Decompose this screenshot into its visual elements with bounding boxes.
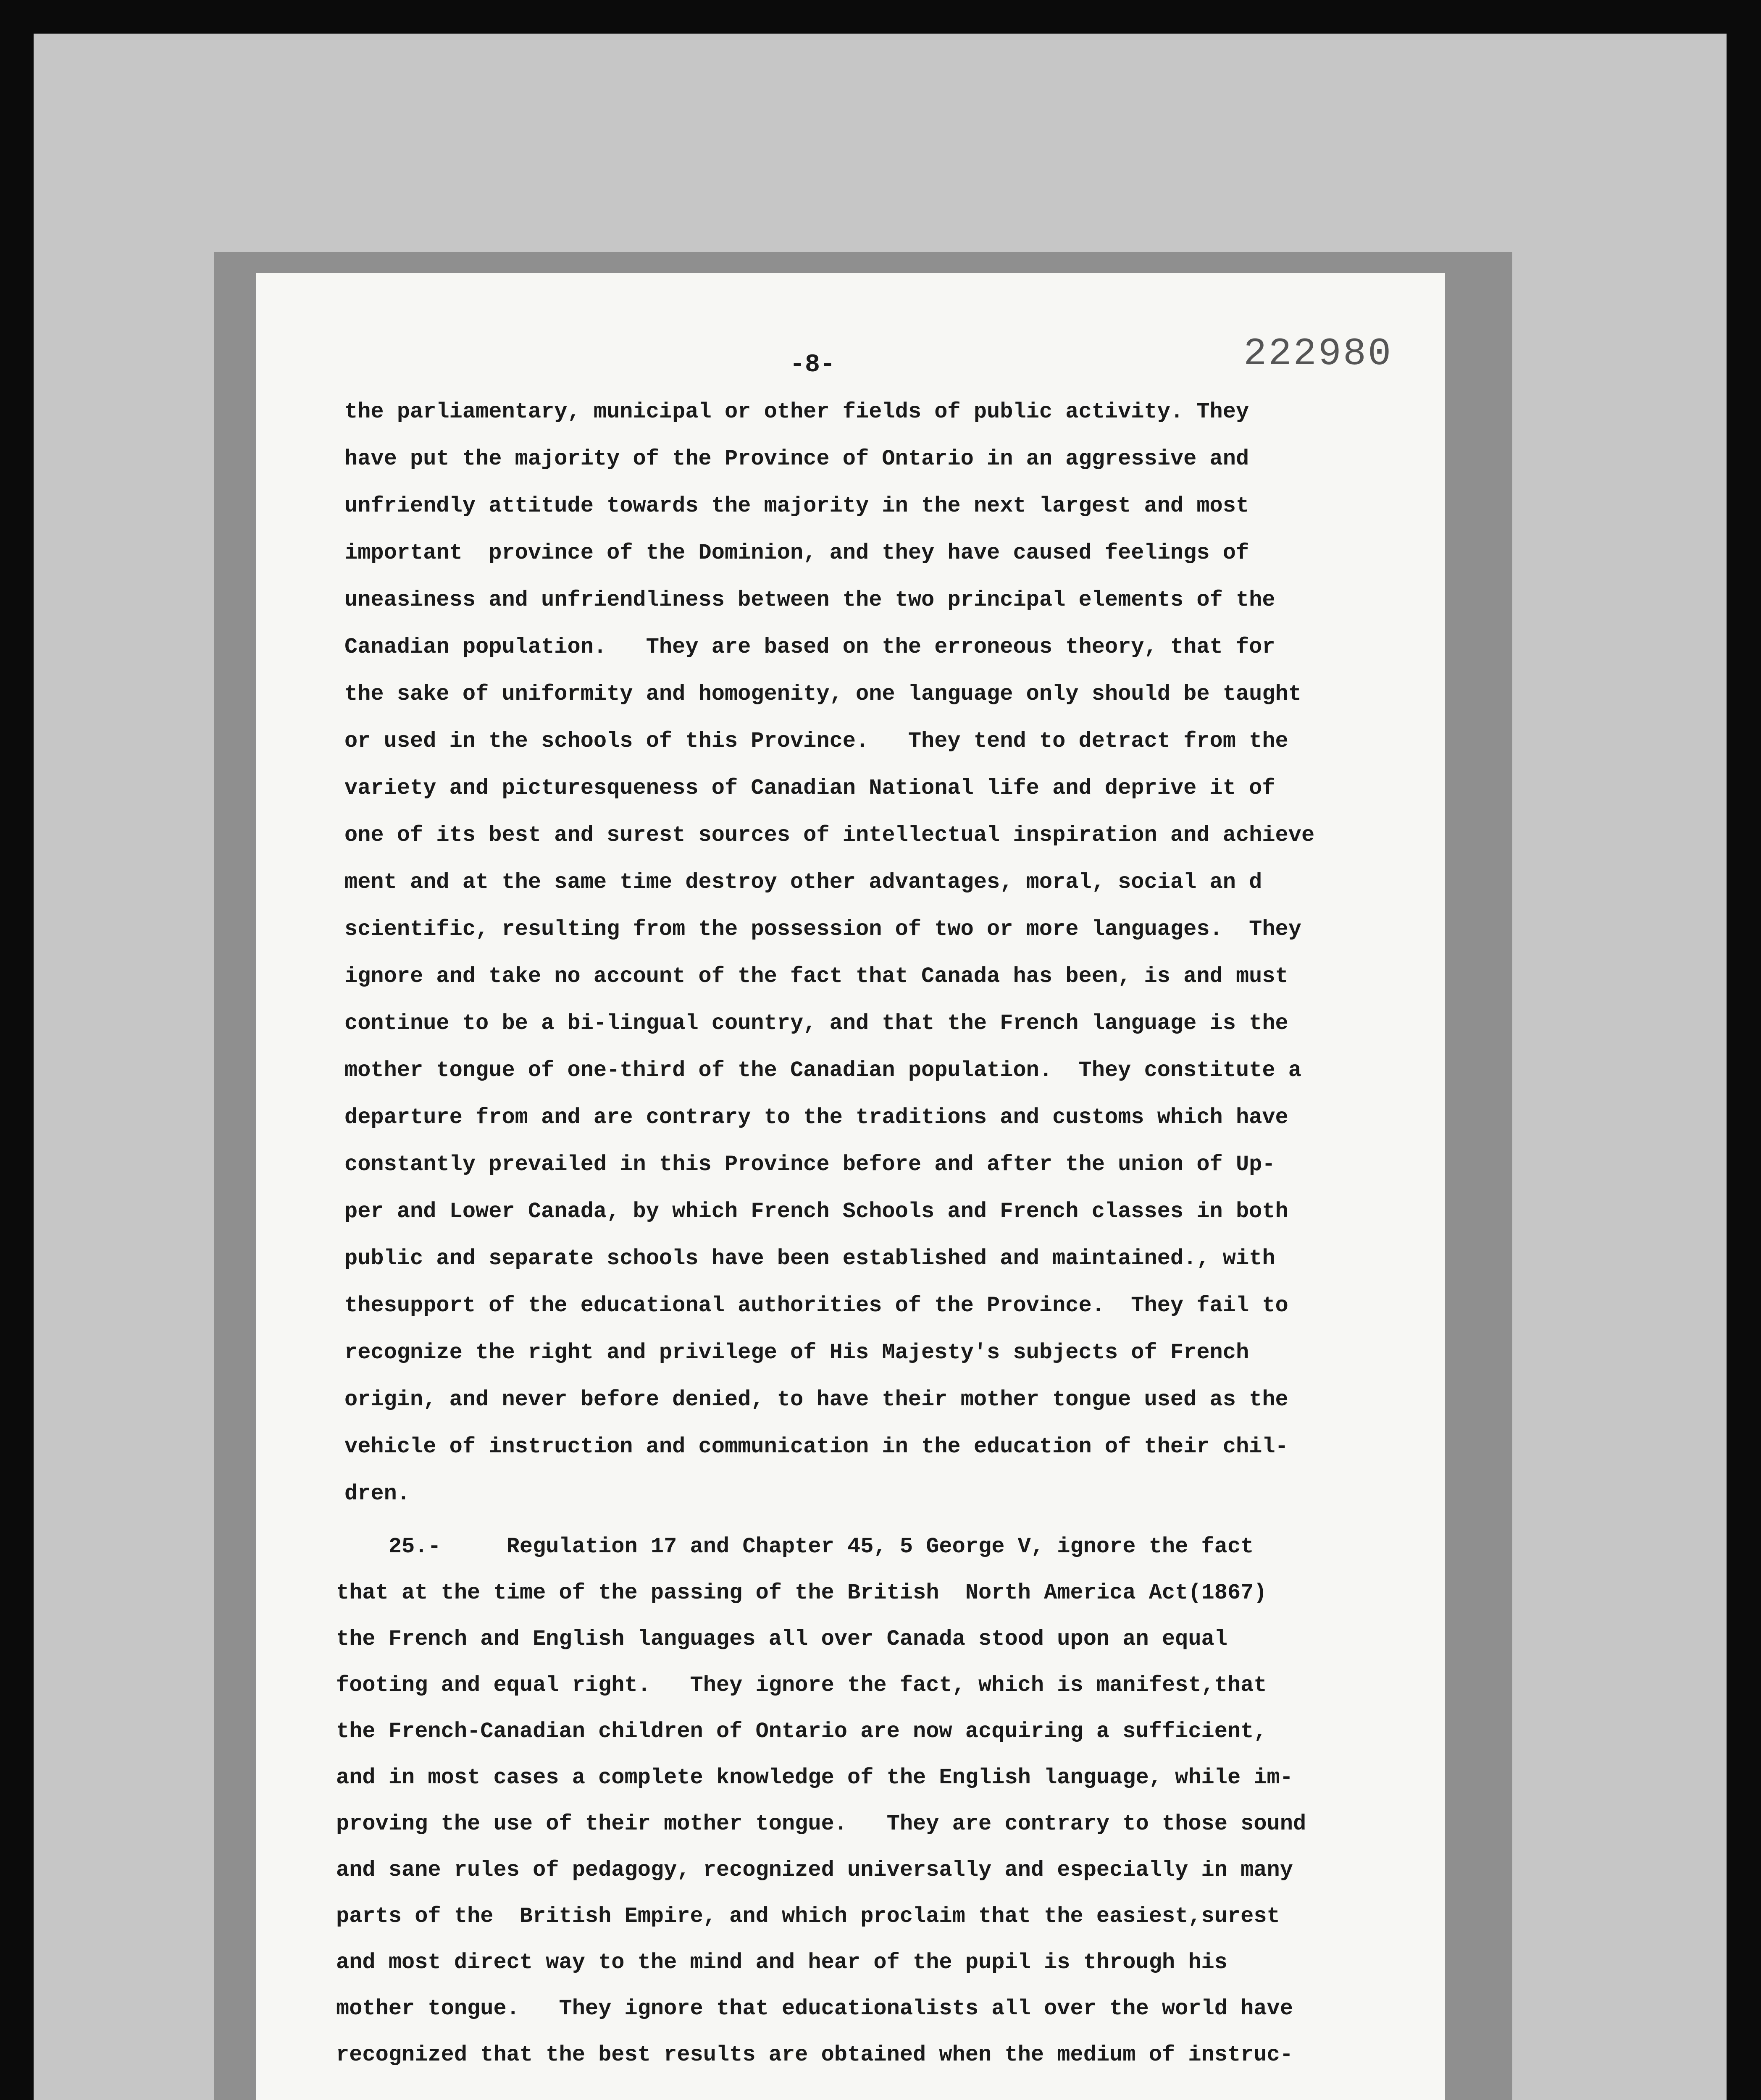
page-number: -8-: [790, 351, 836, 379]
body-text-paragraph-25: 25.- Regulation 17 and Chapter 45, 5 George V, ignore the fact that at the time of the passing of the British North America Act(1867) the French and English languages all over Canada stood upon an equal footing and equal right. They ignore the fact, which is manifest,that the French-Canadian children of Ontario are now acquiring a sufficient, and in most cases a complete knowledge of the English language, while im- proving the use of their mother tongue. They are contrary to those sound and sane rules of pedagogy, recognized universally and especially in many parts of the British Empire, and which proclaim that the easiest,surest and most direct way to the mind and hear of the pupil is through his mother tongue. They ignore that educationalists all over the world have recognized that the best results are obtained when the medium of instruc-: [336, 1534, 1306, 2067]
body-text-continuation: the parliamentary, municipal or other fields of public activity. They have put the majority of the Province of Ontario in an aggressive and unfriendly attitude towards the majority in the next largest and most important province of the Dominion, and they have caused feelings of uneasiness and unfriendliness between the two principal elements of the Canadian population. They are based on the erroneous theory, that for the sake of uniformity and homogenity, one language only should be taught or used in the schools of this Province. They tend to detract from the variety and picturesqueness of Canadian National life and deprive it of one of its best and surest sources of intellectual inspiration and achieve ment and at the same time destroy other advantages, moral, social an d scientific, resulting from the possession of two or more languages. They ignore and take no account of the fact that Canada has been, is and must continue to be a bi-lingual country, and that the French language is the mother tongue of one-third of the Canadian population. They constitute a departure from and are contrary to the traditions and customs which have constantly prevailed in this Province before and after the union of Up- per and Lower Canada, by which French Schools and French classes in both public and separate schools have been established and maintained., with thesupport of the educational authorities of the Province. They fail to recognize the right and privilege of His Majesty's subjects of French origin, and never before denied, to have their mother tongue used as the vehicle of instruction and communication in the education of their chil- dren.: [344, 399, 1315, 1506]
document-number: 222980: [1243, 332, 1393, 376]
